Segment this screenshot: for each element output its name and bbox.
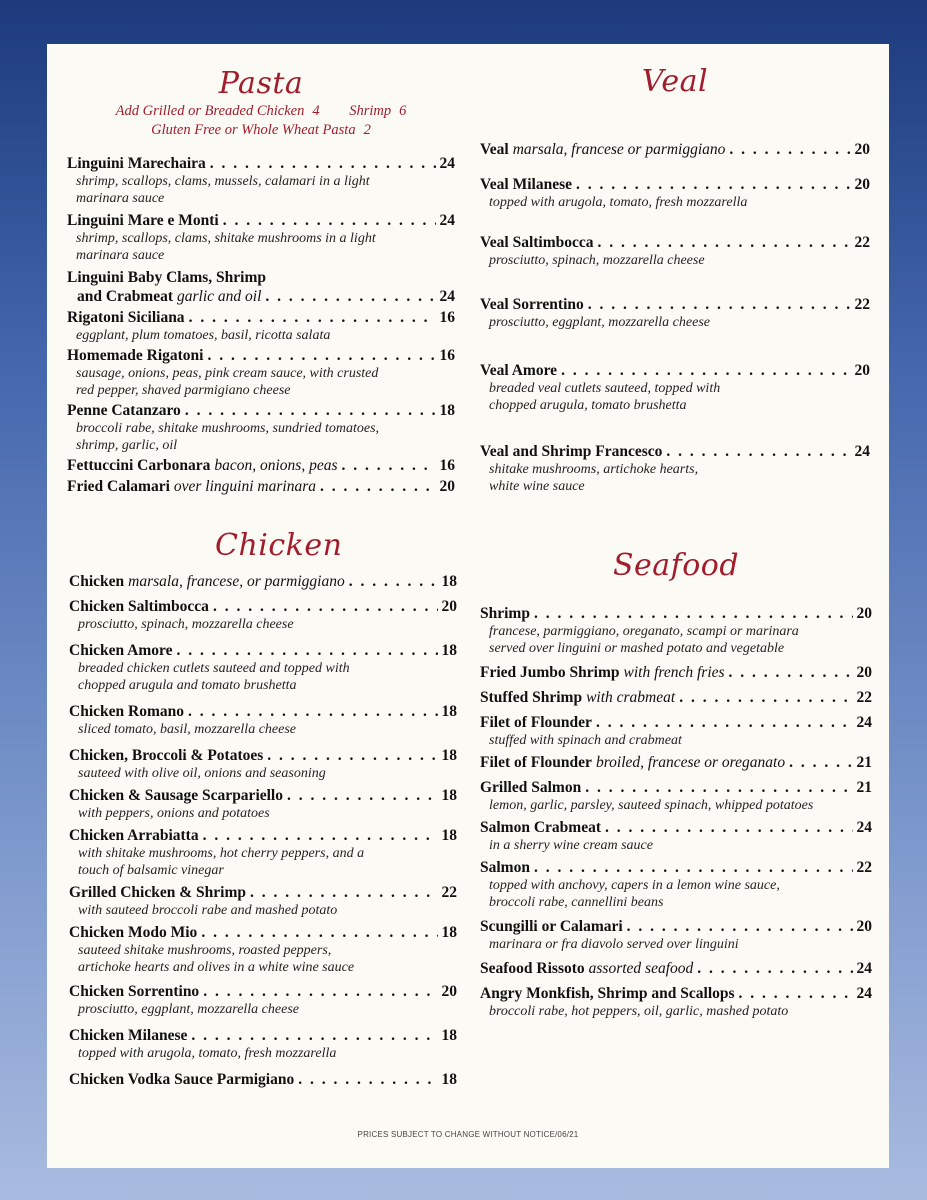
item-line xyxy=(480,361,870,380)
menu-item xyxy=(67,154,455,207)
item-line xyxy=(67,211,455,230)
item-price: 18 xyxy=(441,573,457,590)
dot-leader xyxy=(223,211,436,230)
item-price: 20 xyxy=(856,605,872,622)
menu-item xyxy=(67,211,455,264)
menu-item xyxy=(67,346,455,399)
item-price: 22 xyxy=(854,296,870,313)
item-line xyxy=(480,295,870,314)
menu-item xyxy=(480,604,872,657)
price-notice: PRICES SUBJECT TO CHANGE WITHOUT NOTICE/06/21 xyxy=(357,1130,579,1139)
item-name: Chicken Vodka Sauce Parmigiano xyxy=(69,1071,295,1088)
dot-leader xyxy=(605,818,853,837)
item-line xyxy=(480,233,870,252)
item-description: breaded veal cutlets sauteed, topped with chopped arugula, tomato brushetta xyxy=(489,381,721,413)
menu-item xyxy=(67,268,455,306)
item-line xyxy=(480,778,872,797)
chicken-items xyxy=(69,572,457,1089)
item-price: 18 xyxy=(441,827,457,844)
item-description: with sauteed broccoli rabe and mashed potato xyxy=(78,903,338,918)
menu-item xyxy=(69,982,457,1018)
item-name: Veal Saltimbocca xyxy=(480,234,594,251)
item-line xyxy=(69,746,457,765)
item-line xyxy=(69,923,457,942)
item-name: Rigatoni Siciliana xyxy=(67,309,185,326)
item-name: Scungilli or Calamari xyxy=(480,918,623,935)
item-note: garlic and oil xyxy=(177,288,262,305)
chicken-section xyxy=(69,528,457,1089)
veal-items xyxy=(480,140,870,495)
dot-leader xyxy=(697,959,852,978)
item-name: Stuffed Shrimp xyxy=(480,689,583,706)
item-price: 20 xyxy=(854,141,870,158)
item-line xyxy=(67,154,455,173)
menu-item xyxy=(480,713,872,749)
item-description: breaded chicken cutlets sauteed and topped with chopped arugula and tomato brushetta xyxy=(78,661,350,693)
menu-item xyxy=(69,1070,457,1089)
menu-item xyxy=(67,308,455,344)
item-line xyxy=(480,442,870,461)
item-price: 24 xyxy=(439,155,455,172)
item-name-line: Linguini Baby Clams, Shrimp xyxy=(67,269,266,286)
item-line xyxy=(480,663,872,682)
item-line xyxy=(67,401,455,420)
item-price: 18 xyxy=(441,787,457,804)
item-name: Veal Milanese xyxy=(480,176,572,193)
item-name: Linguini Marechaira xyxy=(67,155,206,172)
item-description: prosciutto, spinach, mozzarella cheese xyxy=(78,617,294,632)
menu-item xyxy=(67,401,455,454)
item-price: 20 xyxy=(856,664,872,681)
item-description: with shitake mushrooms, hot cherry peppers, and a touch of balsamic vinegar xyxy=(78,846,365,878)
menu-item xyxy=(480,361,870,414)
menu-item xyxy=(67,456,455,475)
menu-item xyxy=(69,883,457,919)
item-description: stuffed with spinach and crabmeat xyxy=(489,733,682,748)
item-description: sauteed with olive oil, onions and seasoning xyxy=(78,766,326,781)
item-price: 20 xyxy=(856,918,872,935)
dot-leader xyxy=(349,572,438,591)
item-line xyxy=(480,713,872,732)
dot-leader xyxy=(207,346,435,365)
item-price: 21 xyxy=(856,754,872,771)
item-name: Salmon xyxy=(480,859,530,876)
pasta-section xyxy=(67,66,455,496)
item-line xyxy=(69,982,457,1001)
item-name: Penne Catanzaro xyxy=(67,402,181,419)
item-description: with peppers, onions and potatoes xyxy=(78,806,270,821)
item-description: sliced tomato, basil, mozzarella cheese xyxy=(78,722,297,737)
item-description: sauteed shitake mushrooms, roasted peppers, artichoke hearts and olives in a white wine sauce xyxy=(78,943,355,975)
item-line xyxy=(480,818,872,837)
menu-item xyxy=(69,923,457,976)
item-description: shrimp, scallops, clams, mussels, calamari in a light marinara sauce xyxy=(76,174,370,206)
item-line xyxy=(480,917,872,936)
item-price: 20 xyxy=(441,983,457,1000)
dot-leader xyxy=(203,826,438,845)
veal-section xyxy=(480,64,870,495)
item-line xyxy=(480,604,872,623)
item-line xyxy=(69,572,457,591)
dot-leader xyxy=(627,917,853,936)
dot-leader xyxy=(739,984,853,1003)
item-description: topped with arugola, tomato, fresh mozzarella xyxy=(78,1046,337,1061)
item-price: 16 xyxy=(439,347,455,364)
dot-leader xyxy=(298,1070,437,1089)
menu-item xyxy=(480,442,870,495)
item-name: Grilled Chicken & Shrimp xyxy=(69,884,246,901)
seafood-items xyxy=(480,604,872,1020)
menu-item xyxy=(69,572,457,591)
item-price: 18 xyxy=(441,703,457,720)
addon-chicken: Add Grilled or Breaded Chicken xyxy=(115,103,305,119)
item-name: Veal and Shrimp Francesco xyxy=(480,443,663,460)
dot-leader xyxy=(287,786,438,805)
item-note: over linguini marinara xyxy=(173,478,316,495)
item-price: 20 xyxy=(854,176,870,193)
item-name: Chicken Milanese xyxy=(69,1027,188,1044)
dot-leader xyxy=(342,456,436,475)
item-name: Veal xyxy=(480,141,509,158)
item-description: prosciutto, spinach, mozzarella cheese xyxy=(489,253,705,268)
item-line xyxy=(67,287,455,306)
pasta-addons xyxy=(67,102,455,140)
dot-leader xyxy=(679,688,852,707)
item-line xyxy=(69,1070,457,1089)
dot-leader xyxy=(320,477,436,496)
addon-shrimp-price: 6 xyxy=(399,103,407,119)
item-name: Shrimp xyxy=(480,605,530,622)
item-price: 20 xyxy=(439,478,455,495)
dot-leader xyxy=(534,858,853,877)
item-name: Chicken, Broccoli & Potatoes xyxy=(69,747,264,764)
item-name: Filet of Flounder xyxy=(480,714,592,731)
item-line xyxy=(480,140,870,159)
item-name: Veal Amore xyxy=(480,362,558,379)
menu-item xyxy=(69,702,457,738)
dot-leader xyxy=(176,641,437,660)
item-price: 22 xyxy=(856,859,872,876)
item-description: prosciutto, eggplant, mozzarella cheese xyxy=(489,315,710,330)
item-price: 24 xyxy=(856,960,872,977)
item-name: Chicken Sorrentino xyxy=(69,983,200,1000)
item-name: Chicken xyxy=(69,573,125,590)
item-line xyxy=(480,984,872,1003)
dot-leader xyxy=(201,923,437,942)
item-note: broiled, francese or oreganato xyxy=(595,754,786,771)
item-description: marinara or fra diavolo served over linguini xyxy=(489,937,739,952)
menu-item xyxy=(69,786,457,822)
item-description: prosciutto, eggplant, mozzarella cheese xyxy=(78,1002,299,1017)
item-description: sausage, onions, peas, pink cream sauce, with crusted red pepper, shaved parmigiano cheese xyxy=(76,366,379,398)
item-note: marsala, francese or parmiggiano xyxy=(512,141,726,158)
item-description: eggplant, plum tomatoes, basil, ricotta salata xyxy=(76,328,331,343)
item-line xyxy=(67,308,455,327)
item-price: 16 xyxy=(439,457,455,474)
dot-leader xyxy=(213,597,438,616)
dot-leader xyxy=(188,702,438,721)
menu-item xyxy=(69,1026,457,1062)
item-description: broccoli rabe, hot peppers, oil, garlic, mashed potato xyxy=(489,1004,789,1019)
item-description: lemon, garlic, parsley, sauteed spinach, whipped potatoes xyxy=(489,798,814,813)
menu-page xyxy=(47,44,889,1168)
item-note: bacon, onions, peas xyxy=(214,457,338,474)
item-price: 24 xyxy=(439,288,455,305)
item-name: Chicken & Sausage Scarpariello xyxy=(69,787,283,804)
item-price: 18 xyxy=(441,1027,457,1044)
item-name: Linguini Mare e Monti xyxy=(67,212,219,229)
item-price: 18 xyxy=(441,642,457,659)
item-description: francese, parmiggiano, oreganato, scampi or marinara served over linguini or mashed potato and vegetable xyxy=(489,624,799,656)
item-line xyxy=(480,959,872,978)
menu-item xyxy=(69,826,457,879)
item-price: 22 xyxy=(854,234,870,251)
menu-item xyxy=(480,175,870,211)
item-price: 24 xyxy=(439,212,455,229)
item-note: assorted seafood xyxy=(588,960,694,977)
item-name: Grilled Salmon xyxy=(480,779,582,796)
menu-item xyxy=(480,233,870,269)
item-line xyxy=(69,1026,457,1045)
addon-gluten-price: 2 xyxy=(363,122,371,138)
item-description: broccoli rabe, shitake mushrooms, sundried tomatoes, shrimp, garlic, oil xyxy=(76,421,380,453)
item-name: Chicken Romano xyxy=(69,703,184,720)
item-name: Homemade Rigatoni xyxy=(67,347,204,364)
item-price: 16 xyxy=(439,309,455,326)
item-price: 18 xyxy=(441,747,457,764)
item-price: 22 xyxy=(856,689,872,706)
item-line xyxy=(69,702,457,721)
dot-leader xyxy=(729,140,850,159)
item-name: Filet of Flounder xyxy=(480,754,592,771)
pasta-items xyxy=(67,154,455,496)
addon-gluten: Gluten Free or Whole Wheat Pasta xyxy=(151,122,356,138)
item-name: Chicken Arrabiatta xyxy=(69,827,199,844)
menu-item xyxy=(480,295,870,331)
item-note: with french fries xyxy=(623,664,725,681)
menu-item xyxy=(480,778,872,814)
dot-leader xyxy=(267,746,437,765)
item-name: Veal Sorrentino xyxy=(480,296,584,313)
item-description: in a sherry wine cream sauce xyxy=(489,838,653,853)
dot-leader xyxy=(588,295,851,314)
item-line xyxy=(480,175,870,194)
item-line xyxy=(67,346,455,365)
item-description: shitake mushrooms, artichoke hearts, white wine sauce xyxy=(489,462,699,494)
menu-item xyxy=(480,663,872,682)
dot-leader xyxy=(666,442,850,461)
dot-leader xyxy=(250,883,438,902)
item-name: Angry Monkfish, Shrimp and Scallops xyxy=(480,985,735,1002)
item-name: Fried Jumbo Shrimp xyxy=(480,664,620,681)
dot-leader xyxy=(596,713,853,732)
dot-leader xyxy=(210,154,436,173)
veal-title: Veal xyxy=(641,64,709,99)
dot-leader xyxy=(585,778,852,797)
menu-item xyxy=(69,746,457,782)
dot-leader xyxy=(191,1026,437,1045)
item-description: topped with anchovy, capers in a lemon wine sauce, broccoli rabe, cannellini beans xyxy=(489,878,780,910)
item-line xyxy=(480,858,872,877)
item-price: 18 xyxy=(441,924,457,941)
item-name: Chicken Saltimbocca xyxy=(69,598,209,615)
item-note: with crabmeat xyxy=(586,689,676,706)
item-price: 24 xyxy=(854,443,870,460)
pasta-title: Pasta xyxy=(218,66,304,101)
item-name: Fried Calamari xyxy=(67,478,170,495)
item-price: 21 xyxy=(856,779,872,796)
item-name: Chicken Modo Mio xyxy=(69,924,198,941)
item-price: 24 xyxy=(856,985,872,1002)
item-note: marsala, francese, or parmiggiano xyxy=(128,573,345,590)
dot-leader xyxy=(203,982,437,1001)
dot-leader xyxy=(729,663,853,682)
dot-leader xyxy=(185,401,436,420)
item-description: topped with arugola, tomato, fresh mozzarella xyxy=(489,195,748,210)
item-line xyxy=(69,641,457,660)
menu-item xyxy=(69,641,457,694)
menu-item xyxy=(480,753,872,772)
item-price: 24 xyxy=(856,819,872,836)
item-line xyxy=(69,786,457,805)
item-price: 22 xyxy=(441,884,457,901)
item-name: and Crabmeat xyxy=(77,288,174,305)
menu-item xyxy=(480,140,870,159)
menu-item xyxy=(67,477,455,496)
menu-item xyxy=(480,818,872,854)
item-price: 18 xyxy=(439,402,455,419)
item-line xyxy=(69,883,457,902)
item-name: Salmon Crabmeat xyxy=(480,819,601,836)
dot-leader xyxy=(598,233,851,252)
item-line xyxy=(69,597,457,616)
item-name: Seafood Rissoto xyxy=(480,960,585,977)
dot-leader xyxy=(265,287,435,306)
menu-item xyxy=(480,984,872,1020)
item-price: 20 xyxy=(854,362,870,379)
menu-item xyxy=(480,959,872,978)
item-price: 18 xyxy=(441,1071,457,1088)
item-line xyxy=(69,826,457,845)
menu-item xyxy=(69,597,457,633)
addon-chicken-price: 4 xyxy=(312,103,320,119)
item-price: 20 xyxy=(441,598,457,615)
item-name: Chicken Amore xyxy=(69,642,173,659)
dot-leader xyxy=(789,753,852,772)
item-line xyxy=(67,456,455,475)
menu-item xyxy=(480,858,872,911)
addon-shrimp: Shrimp xyxy=(349,103,392,119)
item-line xyxy=(480,753,872,772)
item-name: Fettuccini Carbonara xyxy=(67,457,211,474)
seafood-title: Seafood xyxy=(612,548,740,583)
menu-item xyxy=(480,688,872,707)
dot-leader xyxy=(534,604,853,623)
menu-item xyxy=(480,917,872,953)
item-line xyxy=(67,477,455,496)
chicken-title: Chicken xyxy=(215,528,343,563)
item-line xyxy=(480,688,872,707)
dot-leader xyxy=(576,175,851,194)
seafood-section xyxy=(480,544,872,1020)
dot-leader xyxy=(561,361,850,380)
item-price: 24 xyxy=(856,714,872,731)
item-description: shrimp, scallops, clams, shitake mushrooms in a light marinara sauce xyxy=(76,231,376,263)
dot-leader xyxy=(189,308,436,327)
